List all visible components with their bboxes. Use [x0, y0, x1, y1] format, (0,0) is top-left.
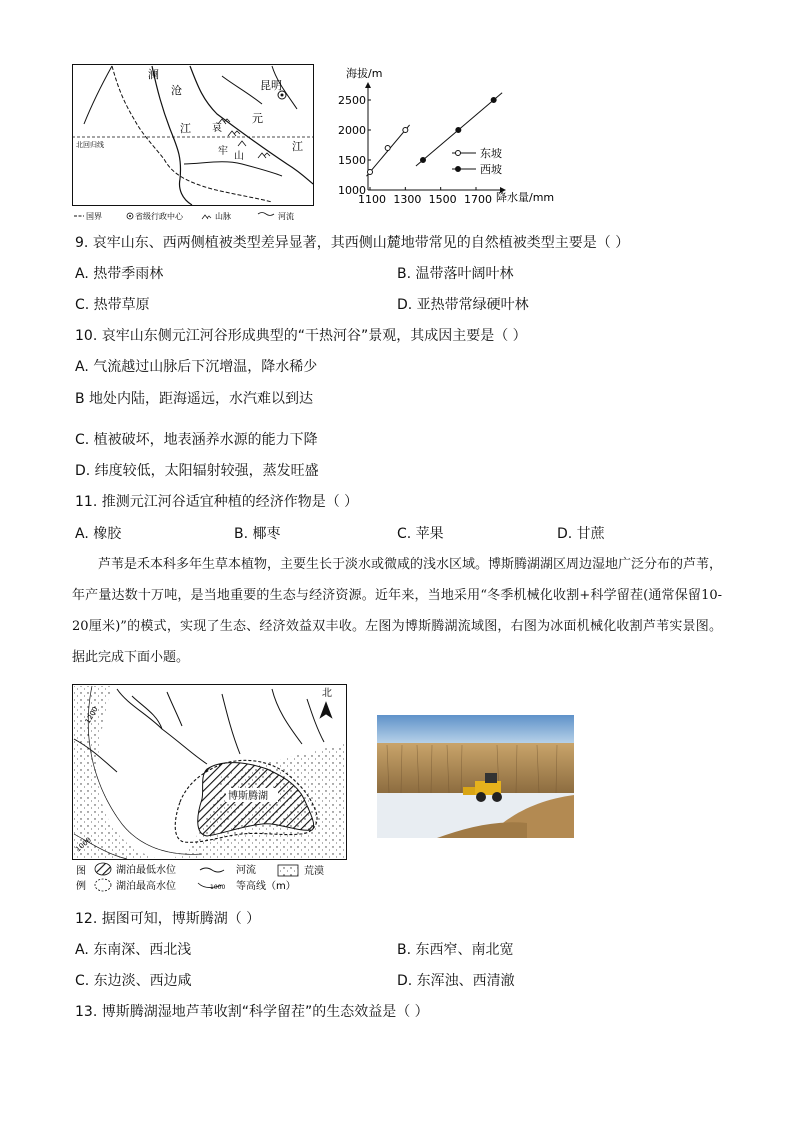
label-tropic: 北回归线: [76, 141, 104, 149]
legend-mountain-label: 山脉: [215, 212, 231, 221]
y-tick-label: 1500: [338, 154, 366, 167]
legend-title-1: 图: [76, 866, 86, 877]
photo-svg: [377, 715, 574, 838]
label-ai: 哀: [212, 123, 222, 134]
y-tick-label: 2500: [338, 94, 366, 107]
series-0-point-2: [403, 128, 408, 133]
label-yuan: 元: [252, 112, 263, 125]
series-1-point-2: [491, 98, 496, 103]
legend-river-icon: [200, 868, 224, 872]
series-1-point-0: [421, 158, 426, 163]
legend-west-label: 西坡: [480, 163, 502, 176]
label-kunming: 昆明: [260, 79, 282, 92]
q11-option-a[interactable]: A. 橡胶: [75, 526, 122, 542]
legend-marker-0: [456, 151, 461, 156]
legend-river-icon: [258, 213, 274, 216]
series-0-point-0: [368, 170, 373, 175]
legend-desert-label: 荒漠: [304, 866, 324, 877]
label-lan: 澜: [148, 68, 159, 81]
legend-marker-1: [456, 167, 461, 172]
q12-stem: 12. 据图可知，博斯腾湖（ ）: [75, 911, 261, 927]
y-axis-arrow: [365, 82, 371, 88]
q11-stem: 11. 推测元江河谷适宜种植的经济作物是（ ）: [75, 494, 359, 510]
x-tick-label: 1100: [358, 193, 386, 206]
legend-river-label: 河流: [278, 212, 294, 221]
legend-title-2: 例: [76, 881, 86, 892]
north-label: 北: [322, 688, 332, 699]
label-cang: 沧: [171, 84, 182, 97]
figure1-chart: [330, 64, 570, 214]
label-shan: 山: [234, 151, 244, 162]
chart-ylabel: 海拔/m: [346, 67, 383, 80]
q9-stem: 9. 哀牢山东、西两侧植被类型差异显著，其西侧山麓地带常见的自然植被类型主要是（ ）: [75, 235, 630, 251]
q12-option-a[interactable]: A. 东南深、西北浅: [75, 942, 192, 958]
legend-high-icon: [95, 879, 111, 891]
q10-option-d[interactable]: D. 纬度较低，太阳辐射较强，蒸发旺盛: [75, 463, 319, 479]
series-0-point-1: [385, 146, 390, 151]
legend-river-label: 河流: [236, 865, 256, 876]
q12-option-c[interactable]: C. 东边淡、西边咸: [75, 973, 192, 989]
contour-label-1000: 1000: [74, 835, 93, 854]
legend-border-label: 国界: [86, 212, 102, 221]
x-tick-label: 1500: [428, 193, 457, 206]
legend-desert-icon: [278, 865, 298, 876]
x-tick-label: 1300: [393, 193, 422, 206]
q12-option-d[interactable]: D. 东浑浊、西清澈: [397, 973, 515, 989]
passage-text: 芦苇是禾本科多年生草本植物，主要生长于淡水或微咸的浅水区域。博斯腾湖湖区周边湿地广泛分布的芦苇，年产量达数十万吨，是当地重要的生态与经济资源。近年来，当地采用“冬季机械化收割+科学留茬(通常保留10-20厘米)”的模式，实现了生态、经济效益双丰收。左图为博斯腾湖流域图，右图为冰面机械化收割芦苇实景图。据此完成下面小题。: [72, 557, 723, 665]
label-lao: 牢: [218, 146, 228, 157]
legend-contour-label: 等高线（m）: [236, 881, 296, 892]
q9-option-a[interactable]: A. 热带季雨林: [75, 266, 164, 282]
lake-name-label: 博斯腾湖: [228, 791, 268, 802]
q9-option-d[interactable]: D. 亚热带常绿硬叶林: [397, 297, 529, 313]
q9-option-b[interactable]: B. 温带落叶阔叶林: [397, 266, 514, 282]
y-tick-label: 1000: [338, 184, 366, 197]
q10-option-b[interactable]: B 地处内陆，距海遥远，水汽难以到达: [75, 391, 314, 407]
q10-option-c[interactable]: C. 植被破坏，地表涵养水源的能力下降: [75, 432, 318, 448]
legend-capital-label: 省级行政中心: [135, 212, 183, 221]
q12-option-b[interactable]: B. 东西窄、南北宽: [397, 942, 514, 958]
chart-xlabel: 降水量/mm: [496, 191, 555, 204]
legend-mountain-icon: [202, 215, 211, 219]
contour-label-1200: 1200: [83, 705, 100, 725]
map-svg: [72, 64, 318, 224]
legend-high-label: 湖泊最高水位: [116, 881, 176, 892]
legend-east-label: 东坡: [480, 147, 502, 160]
q13-stem: 13. 博斯腾湖湿地芦苇收割“科学留茬”的生态效益是（ ）: [75, 1004, 429, 1020]
label-jiang1: 江: [180, 122, 191, 135]
x-tick-label: 1700: [464, 193, 492, 206]
q11-option-c[interactable]: C. 苹果: [397, 526, 444, 542]
series-1-point-1: [456, 128, 461, 133]
chart-svg: [330, 64, 570, 214]
q11-option-b[interactable]: B. 椰枣: [234, 526, 281, 542]
label-jiang2: 江: [292, 140, 303, 153]
figure1-map: [72, 64, 318, 224]
q9-option-c[interactable]: C. 热带草原: [75, 297, 150, 313]
q11-option-d[interactable]: D. 甘蔗: [557, 526, 605, 542]
q10-stem: 10. 哀牢山东侧元江河谷形成典型的“干热河谷”景观，其成因主要是（ ）: [75, 328, 527, 344]
q10-option-a[interactable]: A. 气流越过山脉后下沉增温，降水稀少: [75, 359, 318, 375]
y-tick-label: 2000: [338, 124, 366, 137]
figure2-map: [72, 684, 352, 896]
legend-low-label: 湖泊最低水位: [116, 865, 176, 876]
lake-map-svg: [72, 684, 352, 896]
reed-harvest-photo: [377, 715, 574, 838]
legend-contour-number: 1000: [210, 884, 226, 891]
legend-low-icon: [95, 863, 111, 875]
